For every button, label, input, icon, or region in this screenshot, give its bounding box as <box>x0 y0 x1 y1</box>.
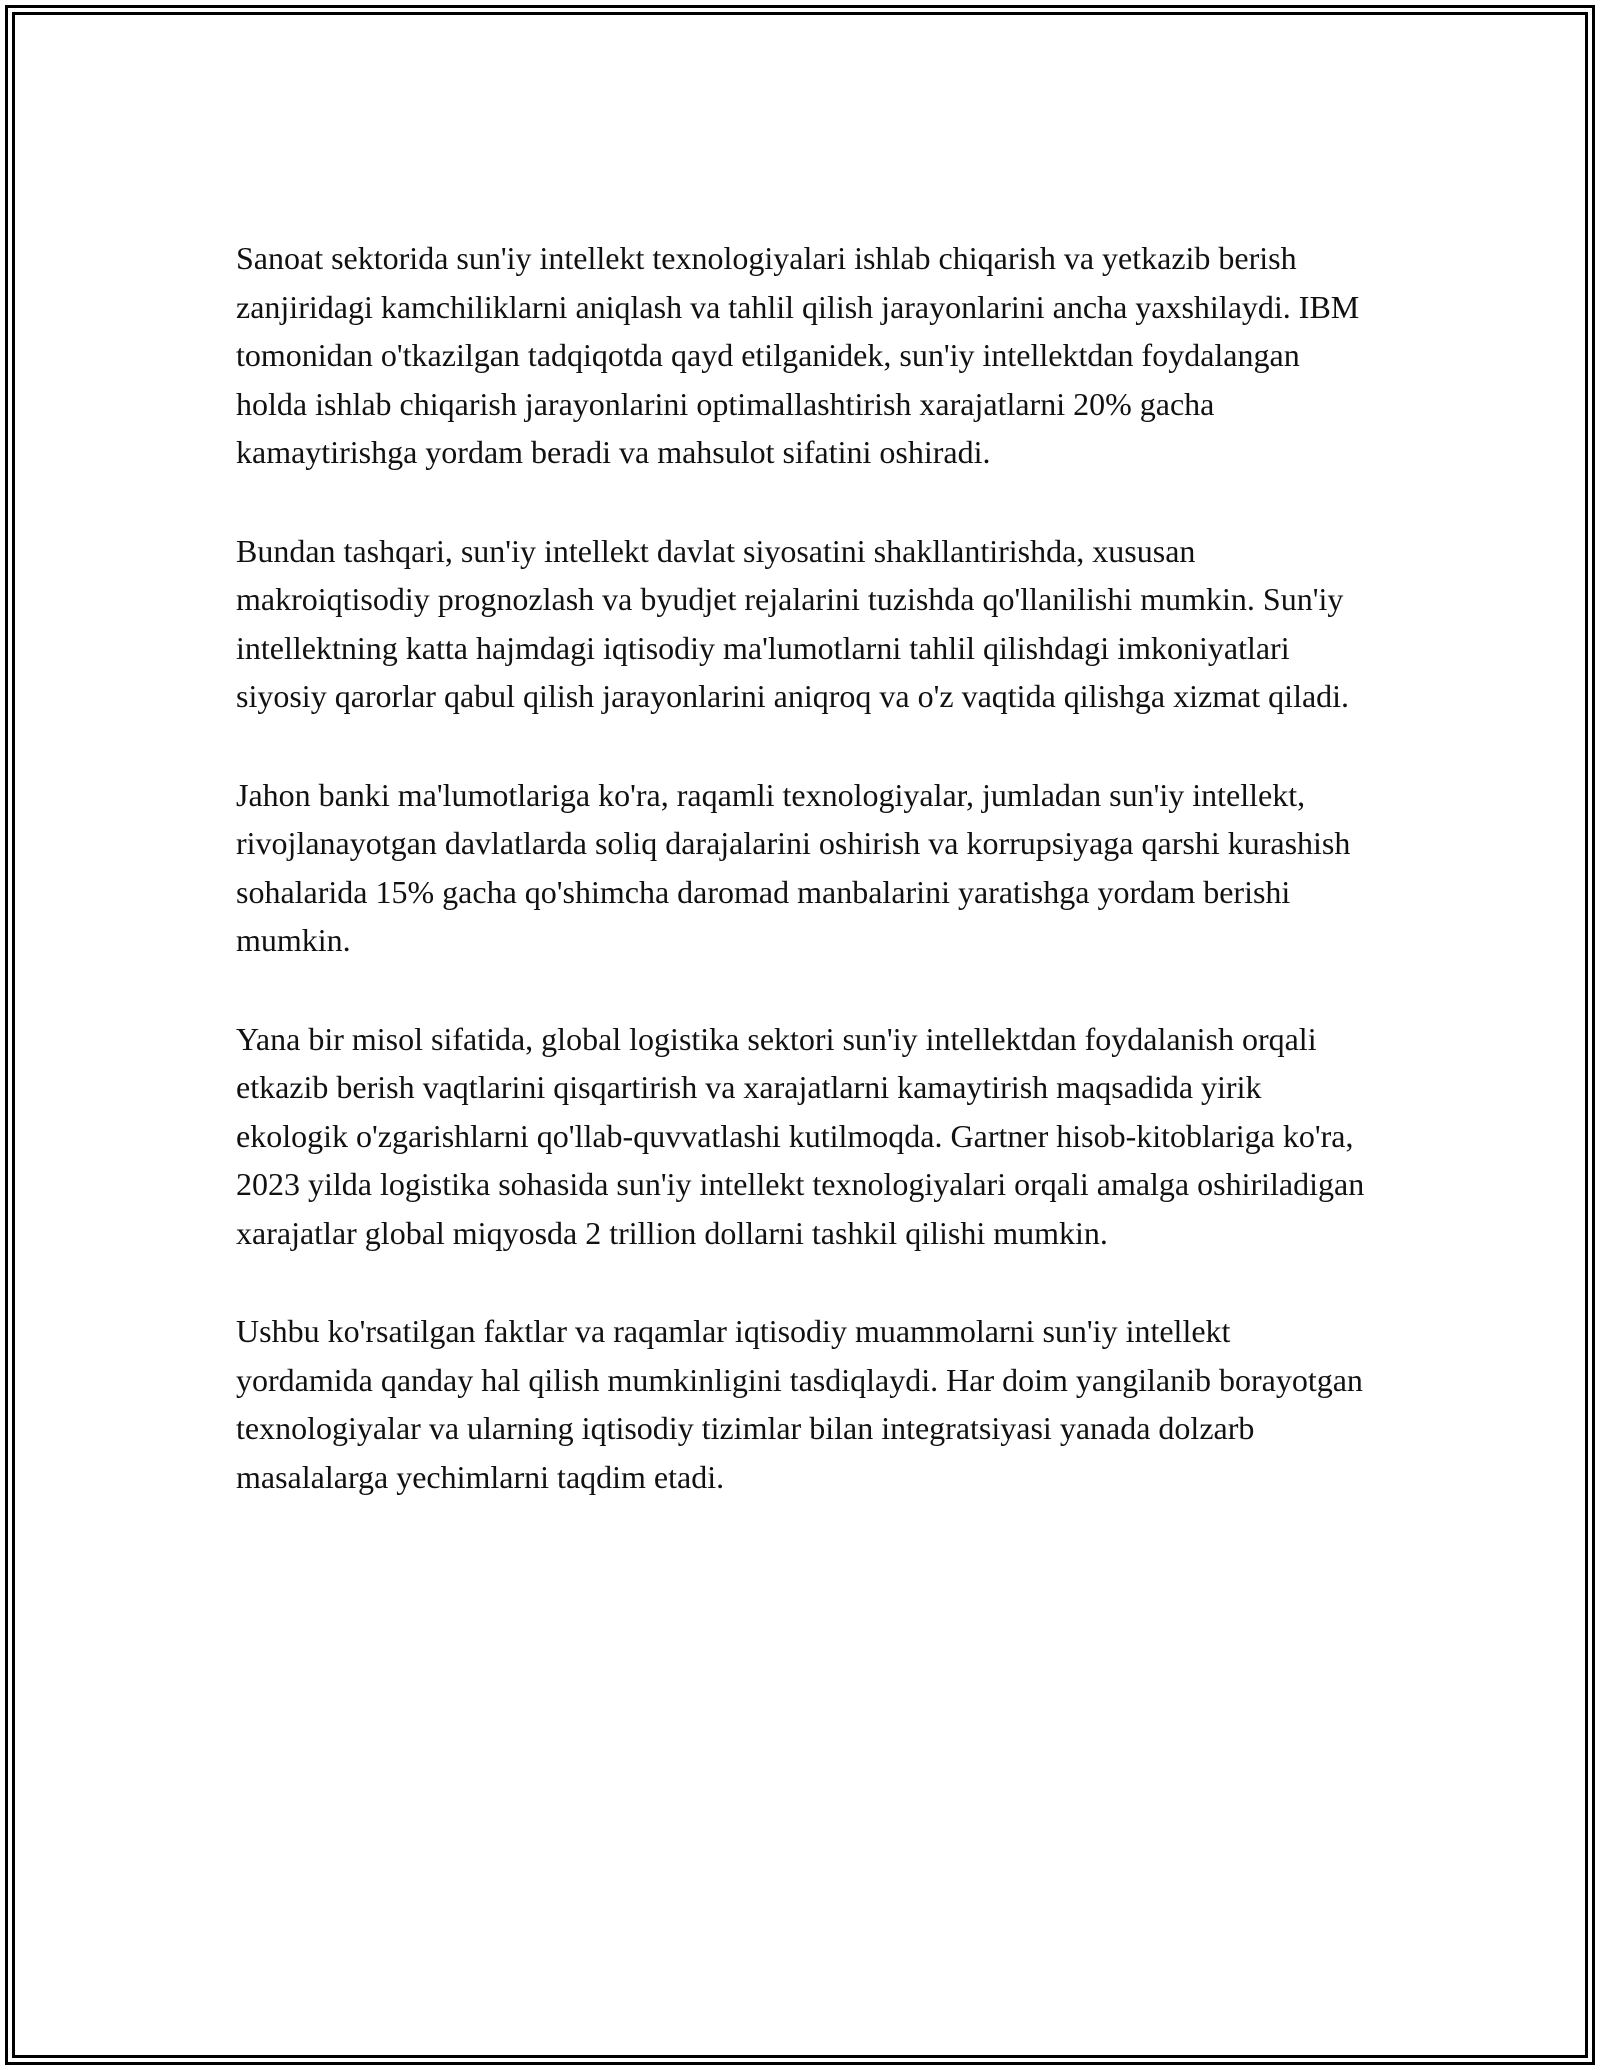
paragraph-ai-manufacturing: Sanoat sektorida sun'iy intellekt texnologiyalari ishlab chiqarish va yetkazib berish zanjiridagi kamchiliklarni aniqlash va tahlil qilish jarayonlarini ancha yaxshilaydi. IBM tomonidan o'tkazilgan tadqiqotda qayd etilganidek, sun'iy intellektdan foydalangan holda ishlab chiqarish jarayonlarini optimallashtirish xarajatlarni 20% gacha kamaytirishga yordam beradi va mahsulot sifatini oshiradi. <box>236 240 1360 470</box>
paragraph-conclusion: Ushbu ko'rsatilgan faktlar va raqamlar iqtisodiy muammolarni sun'iy intellekt yordamida qanday hal qilish mumkinligini tasdiqlaydi. Har doim yangilanib borayotgan texnologiyalar va ularning iqtisodiy tizimlar bilan integratsiyasi yanada dolzarb masalalarga yechimlarni taqdim etadi. <box>236 1313 1363 1495</box>
document-body <box>236 234 1366 1551</box>
paragraph-ai-policy: Bundan tashqari, sun'iy intellekt davlat siyosatini shakllantirishda, xususan makroiqtisodiy prognozlash va byudjet rejalarini tuzishda qo'llanilishi mumkin. Sun'iy intellektning katta hajmdagi iqtisodiy ma'lumotlarni tahlil qilishdagi imkoniyatlari siyosiy qarorlar qabul qilish jarayonlarini aniqroq va o'z vaqtida qilishga xizmat qiladi. <box>236 532 1350 714</box>
paragraph-logistics: Yana bir misol sifatida, global logistika sektori sun'iy intellektdan foydalanish orqali etkazib berish vaqtlarini qisqartirish va xarajatlarni kamaytirish maqsadida yirik ekologik o'zgarishlarni qo'llab-quvvatlashi kutilmoqda. Gartner hisob-kitoblariga ko'ra, 2023 yilda logistika sohasida sun'iy intellekt texnologiyalari orqali amalga oshiriladigan xarajatlar global miqyosda 2 trillion dollarni tashkil qilishi mumkin. <box>236 1020 1365 1251</box>
paragraph-world-bank: Jahon banki ma'lumotlariga ko'ra, raqamli texnologiyalar, jumladan sun'iy intellekt, rivojlanayotgan davlatlarda soliq darajalarini oshirish va korrupsiyaga qarshi kurashish sohalarida 15% gacha qo'shimcha daromad manbalarini yaratishga yordam berishi mumkin. <box>236 776 1351 958</box>
